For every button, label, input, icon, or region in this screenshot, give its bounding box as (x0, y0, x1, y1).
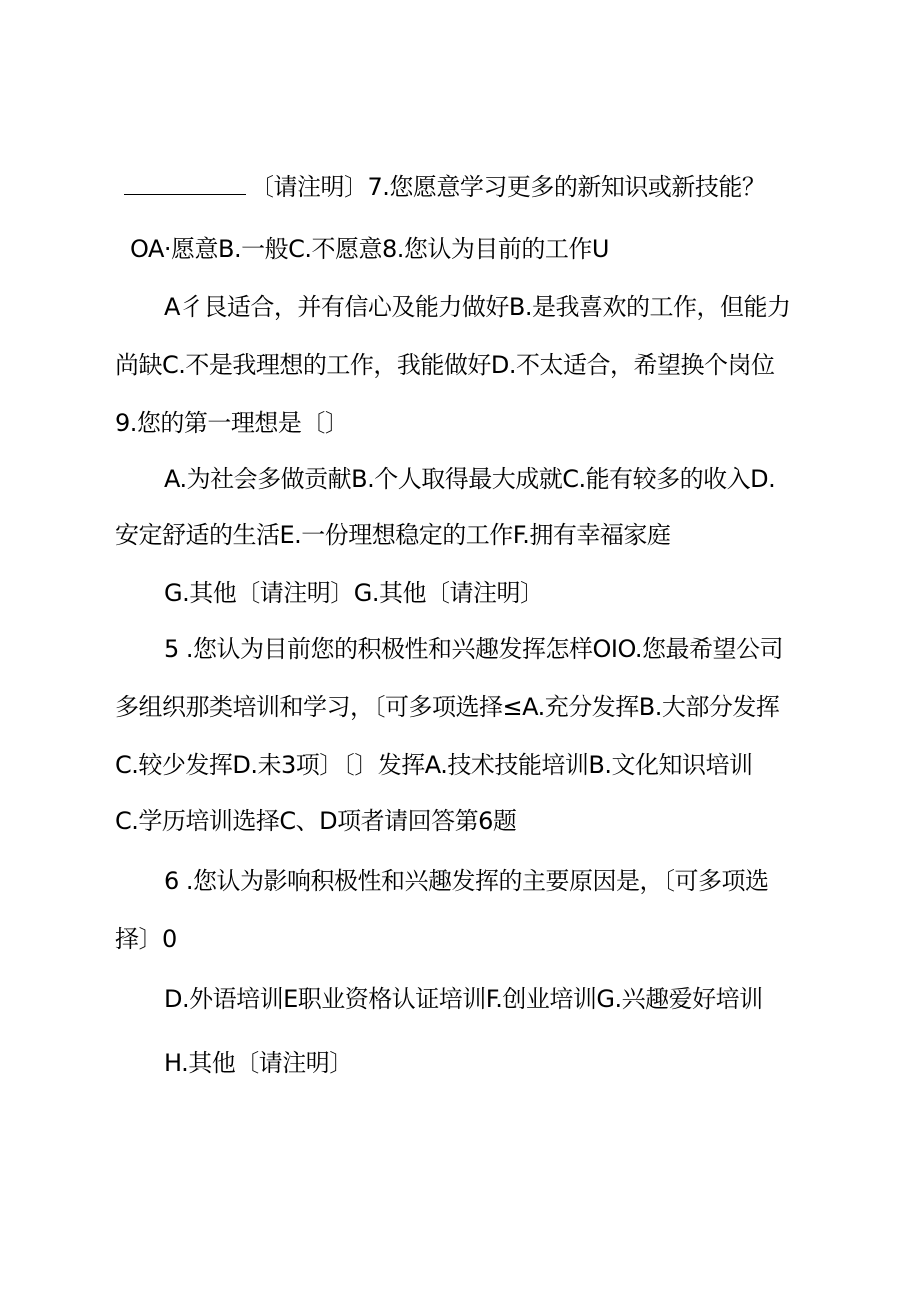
text-line-6: A.为社会多做贡献B.个人取得最大成就C.能有较多的收入D. (164, 465, 776, 493)
text-line-1-content: 〔请注明〕7.您愿意学习更多的新知识或新技能？ (250, 173, 766, 201)
text-line-3: A彳艮适合，并有信心及能力做好B.是我喜欢的工作，但能力 (164, 293, 791, 321)
text-line-13: 6 .您认为影响积极性和兴趣发挥的主要原因是，〔可多项选 (164, 867, 769, 895)
text-line-4: 尚缺C.不是我理想的工作，我能做好D.不太适合，希望换个岗位 (115, 351, 775, 379)
text-line-10: 多组织那类培训和学习，〔可多项选择≤A.充分发挥B.大部分发挥 (115, 693, 780, 721)
text-line-7: 安定舒适的生活E.一份理想稳定的工作F.拥有幸福家庭 (115, 521, 671, 549)
text-line-5: 9.您的第一理想是〔〕 (115, 409, 349, 437)
fill-in-blank (124, 174, 246, 195)
text-line-14: 择〕0 (115, 925, 177, 953)
text-line-11: C.较少发挥D.未3项〕〔〕发挥A.技术技能培训B.文化知识培训 (115, 751, 753, 779)
text-line-12: C.学历培训选择C、D项者请回答第6题 (115, 807, 517, 835)
text-line-9: 5 .您认为目前您的积极性和兴趣发挥怎样OIO.您最希望公司 (164, 635, 784, 663)
text-line-15: D.外语培训E职业资格认证培训F.创业培训G.兴趣爱好培训 (164, 985, 763, 1013)
text-line-2: OA·愿意B.一般C.不愿意8.您认为目前的工作U (130, 235, 609, 263)
text-line-1 (124, 172, 765, 202)
text-line-16: H.其他〔请注明〕 (164, 1049, 353, 1077)
text-line-8: G.其他〔请注明〕G.其他〔请注明〕 (164, 579, 544, 607)
